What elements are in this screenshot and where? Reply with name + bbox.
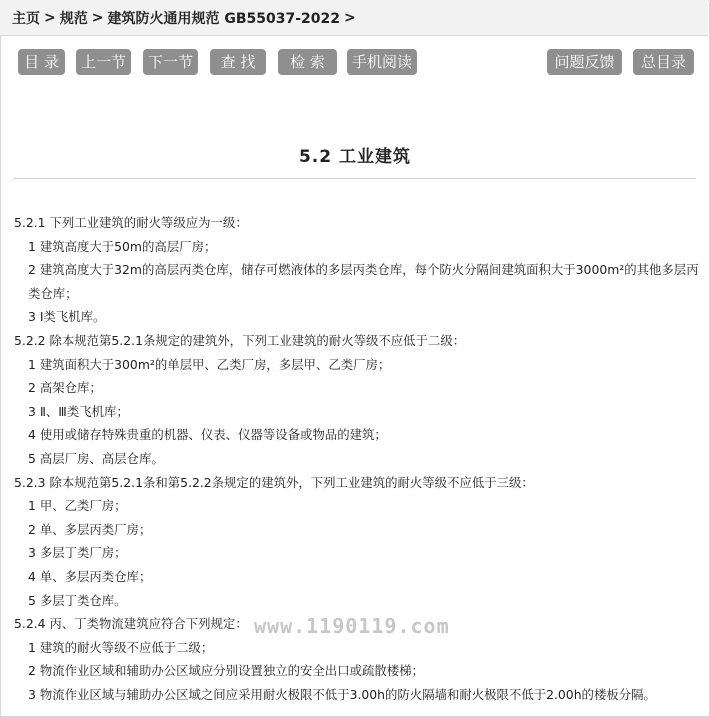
- contents-button[interactable]: 目 录: [18, 49, 65, 75]
- breadcrumb-standards-link[interactable]: 规范: [59, 10, 88, 27]
- clause-item: 4 使用或储存特殊贵重的机器、仪表、仪器等设备或物品的建筑；: [28, 427, 387, 443]
- feedback-button[interactable]: 问题反馈: [547, 49, 622, 75]
- breadcrumb-code-link[interactable]: 建筑防火通用规范 GB55037-2022: [107, 10, 340, 27]
- clause-item: 1 建筑面积大于300m²的单层甲、乙类厂房，多层甲、乙类厂房；: [28, 356, 391, 372]
- clause-item: 5 多层丁类仓库。: [28, 592, 127, 608]
- toolbar: [18, 49, 694, 75]
- clause-item: 3 多层丁类厂房；: [28, 545, 127, 561]
- breadcrumb-separator: >: [91, 9, 104, 26]
- clause-heading: 5.2.4 丙、丁类物流建筑应符合下列规定：: [14, 616, 248, 632]
- clause-item: 3 Ⅰ类飞机库。: [28, 309, 106, 325]
- previous-section-button[interactable]: 上一节: [76, 49, 131, 75]
- clause-item: 1 建筑高度大于50m的高层厂房；: [28, 238, 217, 254]
- site-watermark: www.1190119.com: [254, 614, 450, 638]
- breadcrumb-home-link[interactable]: 主页: [12, 10, 40, 27]
- clause-item: 3 物流作业区域与辅助办公区域之间应采用耐火极限不低于3.00h的防火隔墙和耐火极限不低于2.00h的楼板分隔。: [28, 686, 656, 702]
- clause-item: 2 建筑高度大于32m的高层丙类仓库，储存可燃液体的多层丙类仓库，每个防火分隔间建筑面积大于3000m²的其他多层丙类仓库；: [28, 262, 699, 301]
- breadcrumb: [0, 0, 708, 36]
- clause-item: 2 物流作业区域和辅助办公区域应分别设置独立的安全出口或疏散楼梯；: [28, 663, 424, 679]
- search-button[interactable]: 检 索: [278, 49, 337, 75]
- section-title: 5.2 工业建筑: [298, 147, 412, 167]
- clause-item: 2 高架仓库；: [28, 380, 102, 396]
- breadcrumb-separator: >: [344, 9, 356, 26]
- clause-item: 4 单、多层丙类仓库；: [28, 568, 152, 584]
- master-contents-button[interactable]: 总目录: [633, 49, 694, 75]
- clause-heading: 5.2.1 下列工业建筑的耐火等级应为一级：: [14, 215, 248, 230]
- title-divider: [14, 178, 696, 179]
- clause-item: 3 Ⅱ、Ⅲ类飞机库；: [28, 403, 129, 419]
- breadcrumb-separator: >: [44, 9, 56, 26]
- clause-item: 5 高层厂房、高层仓库。: [28, 450, 164, 466]
- clause-item: 2 单、多层丙类厂房；: [28, 521, 152, 537]
- clause-heading: 5.2.2 除本规范第5.2.1条规定的建筑外，下列工业建筑的耐火等级不应低于二级：: [14, 332, 466, 348]
- clause-item: 1 甲、乙类厂房；: [28, 498, 127, 514]
- clause-heading: 5.2.3 除本规范第5.2.1条和第5.2.2条规定的建筑外，下列工业建筑的耐火等级不应低于三级：: [14, 474, 534, 490]
- clause-item: 1 建筑的耐火等级不应低于二级；: [28, 639, 214, 655]
- find-button[interactable]: 查 找: [210, 49, 266, 75]
- next-section-button[interactable]: 下一节: [143, 49, 198, 75]
- mobile-reading-button[interactable]: 手机阅读: [347, 49, 417, 75]
